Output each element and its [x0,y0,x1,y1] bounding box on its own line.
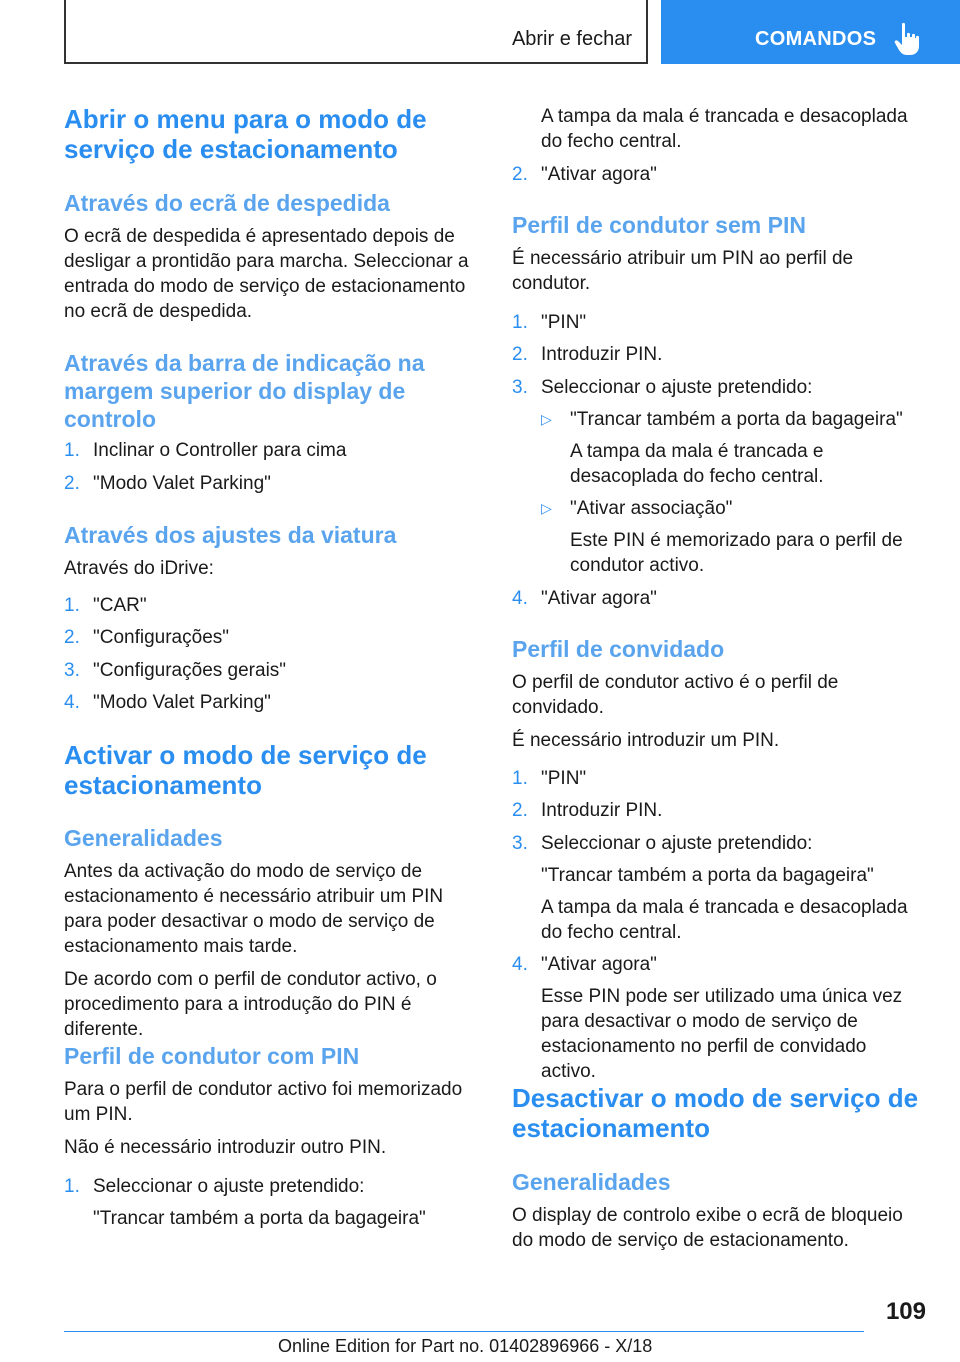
page-number: 109 [885,1298,926,1325]
paragraph-general-3: O display de controlo exibe o ecrã de bloqueio do modo de serviço de estacionamento. [512,1205,903,1251]
paragraph-general-2: De acordo com o perfil de condutor activo, o procedimento para a introdução do PIN é diferente. [64,969,437,1040]
list-item-detail: Esse PIN pode ser utilizado uma única vez para desactivar o modo de serviço de estacionamento no perfil de convidado activo. [541,986,903,1082]
paragraph-guest-1: O perfil de condutor activo é o perfil de convidado. [512,672,839,718]
chapter-tab [661,0,960,64]
page-header [0,0,960,66]
heading-activate: Activar o modo de serviço de estacionamento [64,740,427,800]
chapter-title: COMANDOS [755,28,877,50]
heading-guest-profile: Perfil de convidado [512,636,725,662]
list-item-detail: "Trancar também a porta da bagageira" [93,1208,426,1229]
heading-vehicle-settings: Através dos ajustes da viatura [64,522,397,548]
heading-with-pin: Perfil de condutor com PIN [64,1043,360,1069]
edition-note: Online Edition for Part no. 01402896966 - X/18 [278,1336,653,1356]
list-item-detail: "Trancar também a porta da bagageira" [541,865,874,886]
paragraph-general-1: Antes da activação do modo de serviço de estacionamento é necessário atribuir um PIN para poder desactivar o modo de serviço de estacionamento mais tarde. [64,861,444,957]
heading-general-2: Generalidades [512,1169,671,1195]
heading-farewell-screen: Através do ecrã de despedida [64,190,390,216]
section-header-box [64,0,648,64]
paragraph-with-pin-1: Para o perfil de condutor activo foi memorizado um PIN. [64,1079,463,1125]
paragraph-guest-2: É necessário introduzir um PIN. [512,730,780,751]
paragraph-with-pin-2: Não é necessário introduzir outro PIN. [64,1137,387,1158]
footer-divider [64,1331,864,1332]
hand-pointer-icon [893,22,923,56]
paragraph-without-pin: É necessário atribuir um PIN ao perfil de condutor. [512,248,854,294]
list-item-detail: A tampa da mala é trancada e desacoplada do fecho central. [541,897,908,943]
triangle-bullet-icon: ▷ [541,500,552,516]
heading-general: Generalidades [64,825,223,851]
heading-deactivate: Desactivar o modo de serviço de estacionamento [512,1083,919,1143]
triangle-bullet-icon: ▷ [541,411,552,427]
heading-open-menu: Abrir o menu para o modo de serviço de estacionamento [64,104,427,164]
list-item-detail: A tampa da mala é trancada e desacoplada do fecho central. [541,106,908,152]
heading-status-bar: Através da barra de indicação na margem superior do display de controlo [64,350,425,432]
sub-list-detail: A tampa da mala é trancada e desacoplada do fecho central. [570,441,824,487]
heading-without-pin: Perfil de condutor sem PIN [512,212,806,238]
paragraph-vehicle: Através do iDrive: [64,558,214,579]
section-title: Abrir e fechar [511,28,632,50]
paragraph-farewell: O ecrã de despedida é apresentado depois de desligar a prontidão para marcha. Seleccionar a entrada do modo de serviço de estacionamento no ecrã de despedida. [64,226,469,322]
sub-list-detail: Este PIN é memorizado para o perfil de condutor activo. [570,530,903,576]
